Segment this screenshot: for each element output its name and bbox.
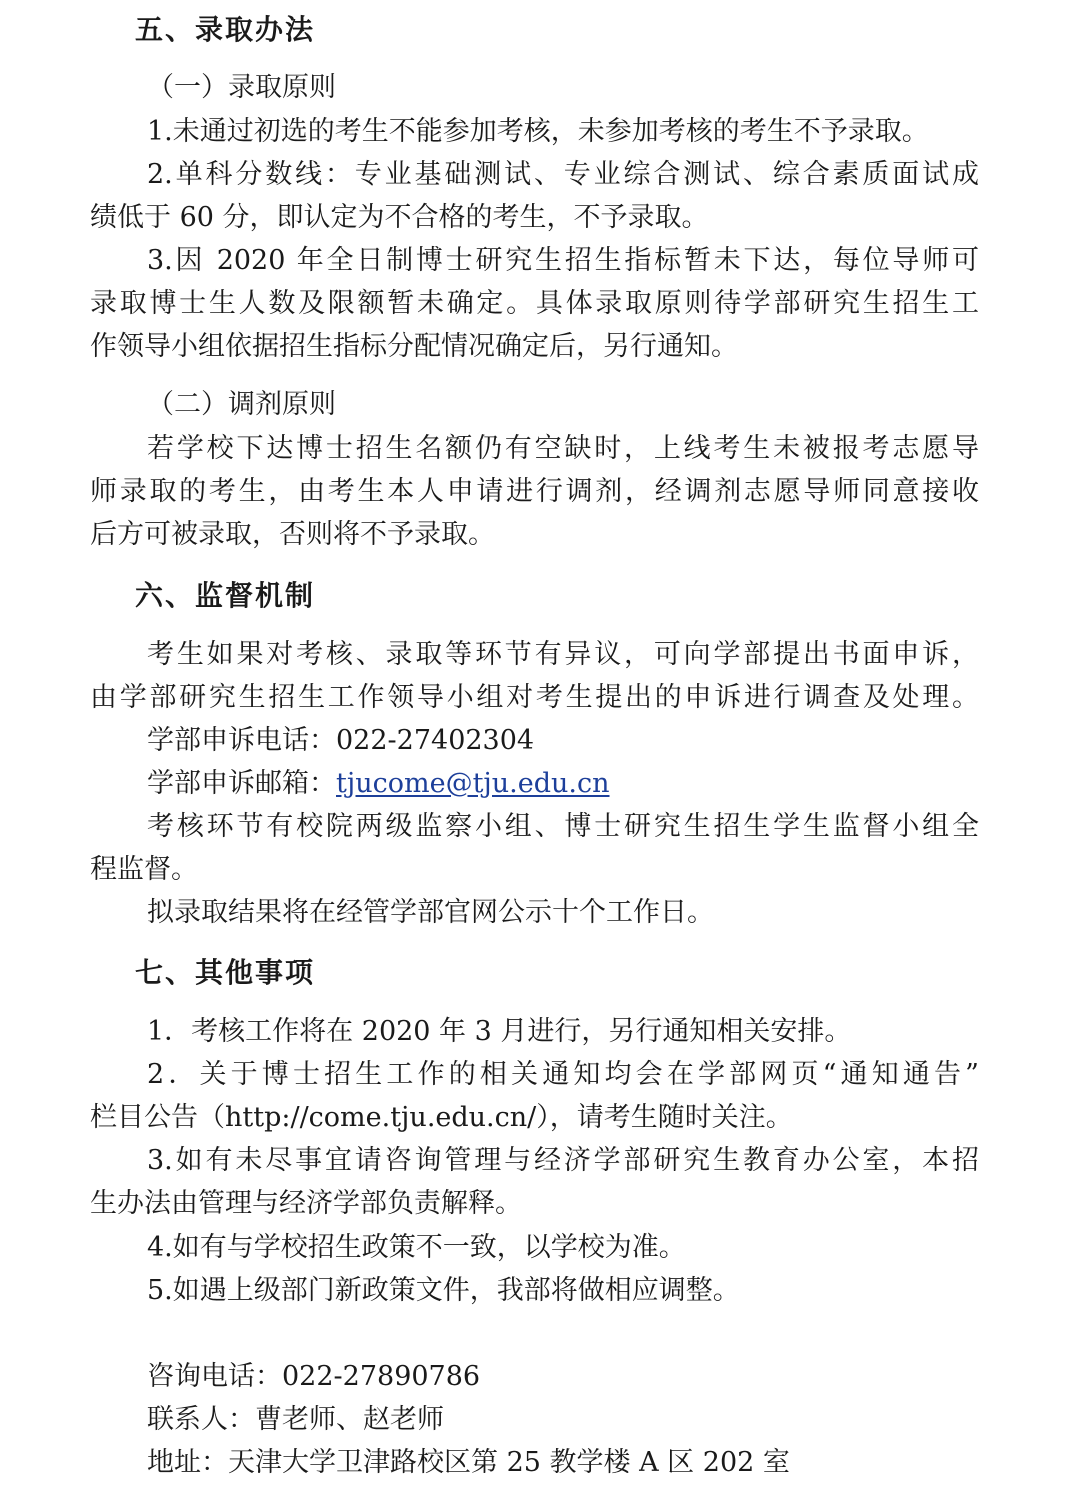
paragraph: 4.如有与学校招生政策不一致，以学校为准。 bbox=[147, 1232, 686, 1263]
section-5-title: 五、录取办法 bbox=[135, 13, 316, 46]
paragraph: 拟录取结果将在经管学部官网公示十个工作日。 bbox=[147, 897, 714, 928]
paragraph: 5.如遇上级部门新政策文件，我部将做相应调整。 bbox=[147, 1275, 740, 1306]
section-7-title: 七、其他事项 bbox=[135, 956, 316, 989]
paragraph: 3.如有未尽事宜请咨询管理与经济学部研究生教育办公室，本招 bbox=[147, 1145, 979, 1176]
paragraph: 2.单科分数线：专业基础测试、专业综合测试、综合素质面试成 bbox=[147, 159, 979, 190]
paragraph: 1.未通过初选的考生不能参加考核，未参加考核的考生不予录取。 bbox=[147, 116, 929, 147]
section-6-title: 六、监督机制 bbox=[135, 579, 316, 612]
paragraph: 考核环节有校院两级监察小组、博士研究生招生学生监督小组全 bbox=[147, 811, 979, 842]
contact-address: 地址：天津大学卫津路校区第 25 教学楼 A 区 202 室 bbox=[147, 1447, 790, 1478]
section-5-sub1-title: （一）录取原则 bbox=[147, 72, 336, 103]
complaint-phone-number: 022-27402304 bbox=[336, 725, 535, 756]
paragraph: 若学校下达博士招生名额仍有空缺时，上线考生未被报考志愿导 bbox=[147, 433, 979, 464]
paragraph: 后方可被录取，否则将不予录取。 bbox=[90, 519, 495, 550]
contact-person: 联系人：曹老师、赵老师 bbox=[147, 1404, 444, 1435]
paragraph: 由学部研究生招生工作领导小组对考生提出的申诉进行调查及处理。 bbox=[90, 682, 979, 713]
paragraph: 3.因 2020 年全日制博士研究生招生指标暂未下达，每位导师可 bbox=[147, 245, 979, 276]
complaint-email-link[interactable]: tjucome@tju.edu.cn bbox=[336, 768, 610, 799]
paragraph: 作领导小组依据招生指标分配情况确定后，另行通知。 bbox=[90, 331, 738, 362]
complaint-email-line bbox=[147, 764, 610, 804]
paragraph: 录取博士生人数及限额暂未确定。具体录取原则待学部研究生招生工 bbox=[90, 288, 979, 319]
paragraph: 栏目公告（http://come.tju.edu.cn/），请考生随时关注。 bbox=[90, 1102, 793, 1133]
contact-phone: 咨询电话：022-27890786 bbox=[147, 1361, 481, 1392]
paragraph: 绩低于 60 分，即认定为不合格的考生，不予录取。 bbox=[90, 202, 709, 233]
paragraph: 生办法由管理与经济学部负责解释。 bbox=[90, 1188, 522, 1219]
complaint-phone-label: 学部申诉电话： bbox=[147, 725, 336, 756]
paragraph: 考生如果对考核、录取等环节有异议，可向学部提出书面申诉， bbox=[147, 639, 979, 670]
paragraph: 1．考核工作将在 2020 年 3 月进行，另行通知相关安排。 bbox=[147, 1016, 852, 1047]
complaint-phone-line bbox=[147, 721, 534, 761]
paragraph: 师录取的考生，由考生本人申请进行调剂，经调剂志愿导师同意接收 bbox=[90, 476, 979, 507]
complaint-email-label: 学部申诉邮箱： bbox=[147, 768, 336, 799]
paragraph: 2．关于博士招生工作的相关通知均会在学部网页“通知通告” bbox=[147, 1059, 979, 1090]
section-5-sub2-title: （二）调剂原则 bbox=[147, 389, 336, 420]
paragraph: 程监督。 bbox=[90, 854, 198, 885]
